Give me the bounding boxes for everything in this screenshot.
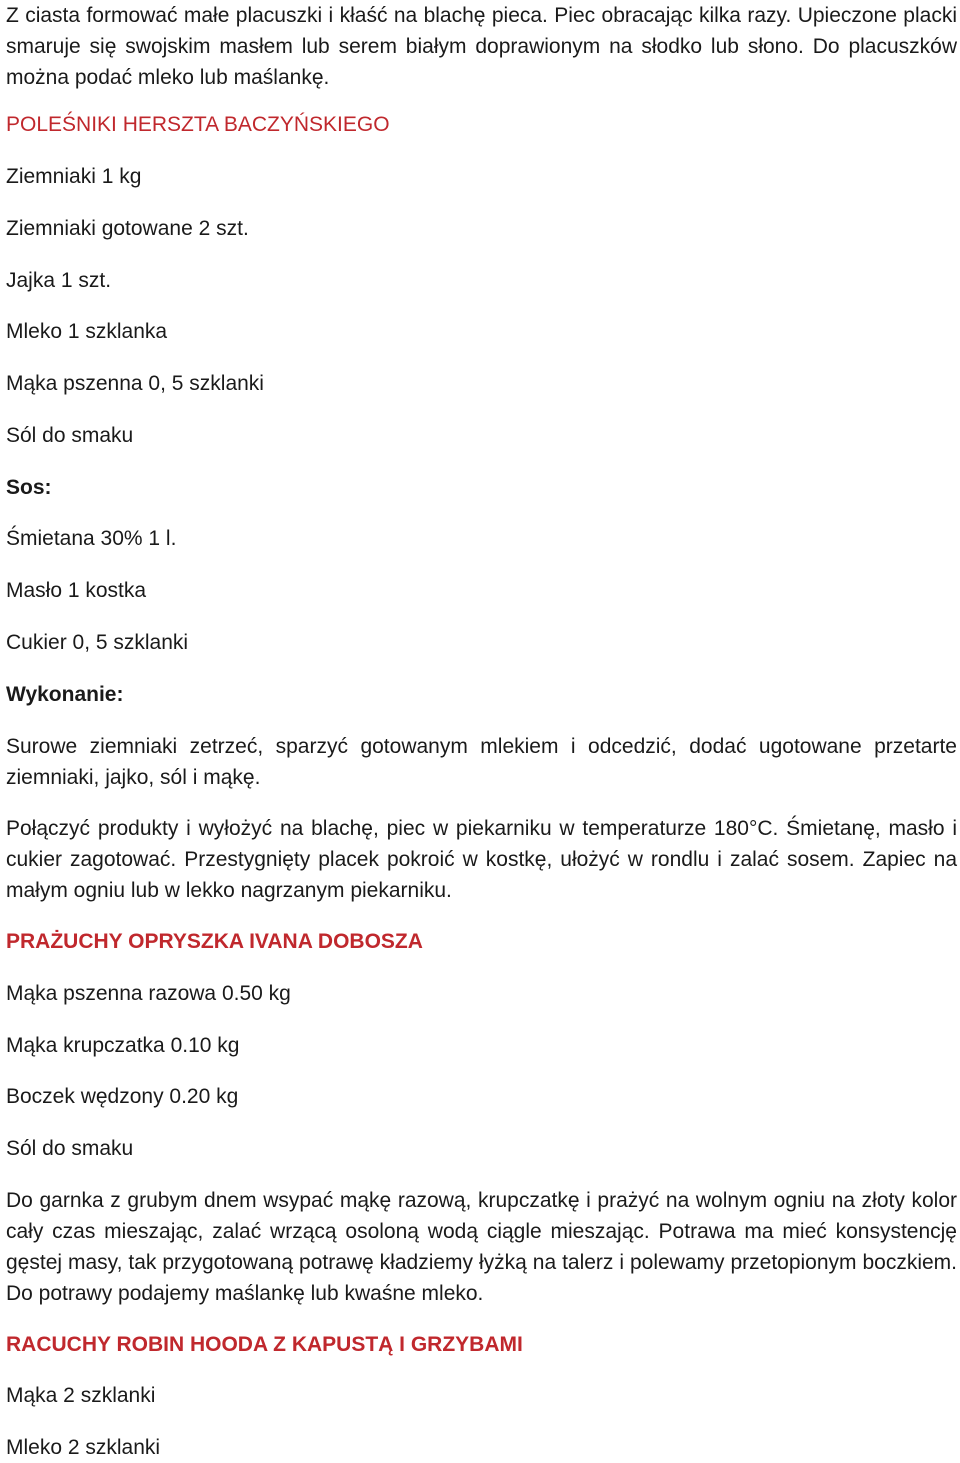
recipe3-title: RACUCHY ROBIN HOODA Z KAPUSTĄ I GRZYBAMI [6,1333,523,1356]
ingredient-line: Boczek wędzony 0.20 kg [6,1085,239,1108]
method-paragraph: Surowe ziemniaki zetrzeć, sparzyć gotowanym mlekiem i odcedzić, dodać ugotowane przetarte ziemniaki, jajko, sól i mąkę. [6,735,957,789]
method-paragraph: Do garnka z grubym dnem wsypać mąkę razową, krupczatkę i prażyć na wolnym ogniu na złoty kolor cały czas mieszając, zalać wrzącą osoloną wodą ciągle mieszając. Potrawa ma mieć konsystencję gęstej masy, tak przygotowaną potrawę kładziemy łyżką na talerz i polewamy przetopionym boczkiem. Do potrawy podajemy maślankę lub kwaśne mleko. [6,1189,957,1305]
recipe1-title: POLEŚNIKI HERSZTA BACZYŃSKIEGO [6,113,390,136]
ingredient-line: Sól do smaku [6,1137,134,1160]
sauce-ingredient-line: Masło 1 kostka [6,579,147,602]
ingredient-line: Mąka 2 szklanki [6,1384,156,1407]
sauce-label: Sos: [6,476,52,499]
sauce-ingredient-line: Cukier 0, 5 szklanki [6,631,189,654]
recipe2-title: PRAŻUCHY OPRYSZKA IVANA DOBOSZA [6,930,423,953]
ingredient-line: Mleko 2 szklanki [6,1436,161,1459]
ingredient-line: Mąka pszenna razowa 0.50 kg [6,982,291,1005]
sauce-ingredient-line: Śmietana 30% 1 l. [6,527,177,550]
ingredient-line: Jajka 1 szt. [6,269,112,292]
ingredient-line: Mąka pszenna 0, 5 szklanki [6,372,264,395]
method-label: Wykonanie: [6,683,124,706]
ingredient-line: Ziemniaki 1 kg [6,165,142,188]
ingredient-line: Mleko 1 szklanka [6,320,168,343]
method-paragraph: Połączyć produkty i wyłożyć na blachę, piec w piekarniku w temperaturze 180°C. Śmietanę, masło i cukier zagotować. Przestygnięty placek pokroić w kostkę, ułożyć w rondlu i zalać sosem. Zapiec na małym ogniu lub w lekko nagrzanym piekarniku. [6,817,957,902]
ingredient-line: Mąka krupczatka 0.10 kg [6,1034,240,1057]
ingredient-line: Ziemniaki gotowane 2 szt. [6,217,249,240]
ingredient-line: Sól do smaku [6,424,134,447]
intro-paragraph: Z ciasta formować małe placuszki i kłaść na blachę pieca. Piec obracając kilka razy. Upieczone placki smaruje się swojskim masłem lub serem białym doprawionym na słodko lub słono. Do placuszków można podać mleko lub maślankę. [6,4,957,89]
